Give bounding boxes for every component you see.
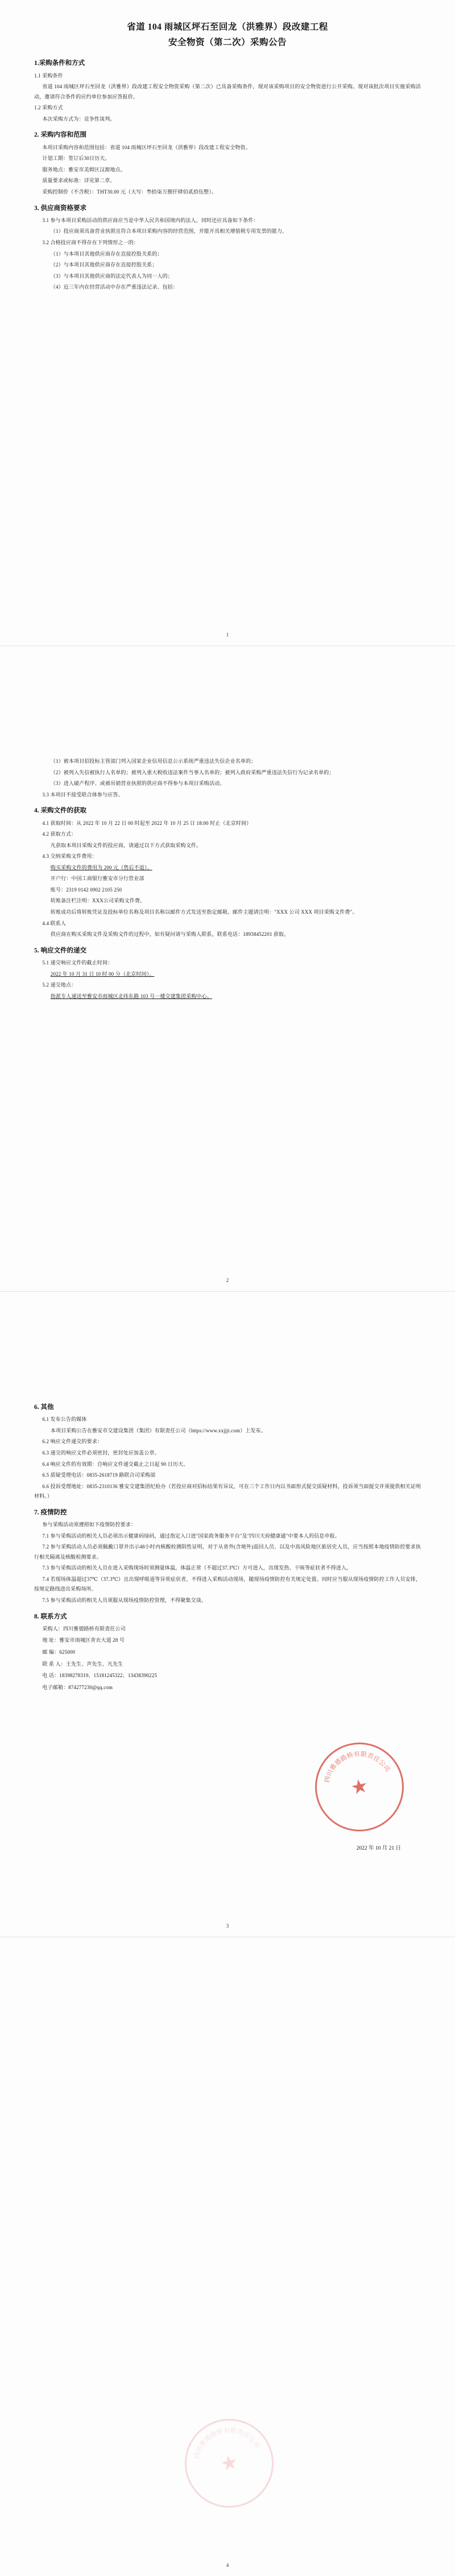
publication-website-text: 本项目采购公告在雅安市交建设集团（集团）有限责任公司（https://www.xxjjjt.com）上发布。	[50, 1427, 266, 1433]
section-3-para-4: （1）与本项目其他供应商存在直接控股关系的；	[50, 250, 163, 257]
title-line-2: 安全物资（第二次）采购公告	[168, 38, 287, 48]
section-7-para-1: 参与采购活动须遵照如下疫情防控要求：	[42, 1522, 136, 1528]
contact-phone-text: 供应商在购买采购文件及采购文件的过程中，如有疑问请与采购人联系，联系电话：18938452201 获取。	[50, 931, 289, 938]
company-seal-watermark	[176, 2410, 282, 2516]
section-7-para-2: 7.1 参与采购活动的相关人员必须出示健康码绿码，通过指定入口进"国家政务服务平台"及"四川天府健康通"中要本人的信息申报。	[42, 1533, 340, 1539]
section-4-para-8: 转账备注栏注明：XXX公司采购文件费。	[50, 898, 146, 904]
document-page-4	[0, 1937, 455, 2576]
contact-line-5: 电子邮箱：874277230@qq.com	[42, 1684, 113, 1690]
contact-line-4: 电 话：18398278319、15181245322、13438390225	[42, 1673, 157, 1679]
service-location-text: 服务地点：雅安市美姆区汉源地点。	[42, 166, 126, 172]
section-3-para-7: （4）近三年内在经营活动中存在严重违法记录、包括：	[50, 284, 179, 290]
document-page-2	[0, 646, 455, 1291]
section-2-para-4: 质量要求或标准：详见第二章。	[42, 178, 115, 184]
section-6-para-3: 6.2 响应文件递交的要求：	[42, 1439, 102, 1445]
submission-address-text: 指派专人递送至雅安市雨城区北纬东路 103 号一楼交建集团采购中心。	[50, 993, 212, 999]
contact-line-3: 联 系 人：王先生、声先生、凡先生	[42, 1661, 123, 1667]
company-seal	[307, 1734, 412, 1839]
section-2-para-2: 计划工期：签订后30日历天。	[42, 155, 110, 162]
section-4-para-11	[34, 930, 421, 940]
section-heading-3: 3. 供应商资格要求	[34, 204, 86, 212]
page-number-2: 2	[226, 1277, 229, 1283]
section-3-para-3: 3.2 合格投应商不得存在下列情形之一的：	[42, 239, 139, 245]
section-4-para-2: 4.2 获取方式：	[42, 831, 77, 837]
page-number-1: 1	[226, 632, 229, 638]
section-heading-7: 7. 疫情防控	[34, 1509, 67, 1516]
section-2-para-5: 采购控制价（不含税）：THT30.00 元（大写：叁拾柒万捌仟肆佰贰拾伍整）。	[42, 188, 217, 195]
section-heading-2: 2. 采购内容和范围	[34, 132, 86, 139]
section-6-para-4: 6.3 递交的响应文件必须密封，密封处应加盖公章。	[42, 1450, 160, 1456]
section-7-para-5: 7.4 若现场体温超过37℃（37.3℃）且出现呼吸道等异常症状者，不得进入采购活动现场，随现场疫情防控有关规定处置。同时应当服从现场疫情防控工作人员安排，按规定路线进出采购场所。	[34, 1576, 421, 1592]
section-heading-1: 1.采购条件和方式	[34, 60, 85, 67]
page-number-3: 3	[226, 1923, 229, 1929]
section-heading-6: 6. 其他	[34, 1404, 54, 1411]
section-3-para-6: （3）与本项目其他供应商的法定代表人为同一人的；	[50, 273, 173, 279]
section-6-para-5: 6.4 响应文件的有效期：自响应文件递交截止之日起 90 日历天。	[42, 1461, 189, 1467]
section-1-para-2: 本次采购方式为：竞争性谈判。	[42, 116, 115, 122]
section-4-para-5	[34, 863, 421, 873]
section-4-para-6: 开户行：中国工商银行雅安市分行营业部	[50, 876, 144, 882]
deadline-text: 2022 年 10 月 31 日 10 时 00 分（北京时间）。	[50, 971, 155, 977]
page-number-4: 4	[226, 2562, 229, 2568]
section-heading-5: 5. 响应文件的递交	[34, 947, 86, 954]
section-5-para-1: 5.1 递交响应文件的截止时间：	[42, 959, 113, 966]
section-2-para-3	[34, 165, 421, 175]
page-title	[34, 19, 421, 50]
section-3-para-2: （1）投应商须具备营业执照且符合本项目采购内容的经营范围，并能开具相关增值税专用发票的能力。	[50, 228, 288, 235]
section-3b-para-4: 3.3 本项目不接受联合体参与应答。	[42, 791, 123, 798]
section-6-para-1: 6.1 发布公告的媒体	[42, 1416, 87, 1423]
title-line-1: 省道 104 雨城区坪石至回龙（洪雅界）段改建工程	[127, 22, 328, 32]
section-6-para-6: 6.5 质疑受理电话：0835-2618719 路联合司采购部	[42, 1472, 156, 1478]
section-2-para-1: 本项目采购内容和范围包括：省道 104 雨城区坪石至回龙（洪雅界）段改建工程安全物资。	[42, 144, 251, 150]
seal-text: 四 川 雅 德 路 桥 有 限 责 任 公 司	[324, 1751, 391, 1783]
section-7-para-3: 7.2 参与采购活动人员必须佩戴口罩并出示48小时内核酸检测阴性证明，对于从省外(含境外)返回人员、以及中高风险地区旅居史人员，应当按照本地疫情防控要求执行相关隔离及核酸检测要求。	[34, 1544, 421, 1560]
contact-line-1: 地 址：雅安市雨城区青衣大道 28 号	[42, 1637, 125, 1644]
section-1-sub-2: 1.2 采购方式	[34, 105, 63, 111]
document-fee-text: 购买采购文件的费用为 200 元（售后不退）。	[50, 864, 152, 870]
section-4-para-9: 转账成功后将转账凭证及投标单位名称及项目名称以邮件方式发送至指定邮箱，邮件主题请注明："XXX 公司 XXX 项目采购文件费"。	[50, 909, 358, 915]
seal-watermark-text: 四 川 雅 德 路 桥 有 限 责 任 公 司	[193, 2427, 261, 2459]
section-3b-para-3: （3）进入破产程序、或被吊销营业执照的供应商不得参与本项目采购活动。	[50, 780, 225, 787]
section-5-para-3: 5.2 递交地点：	[42, 982, 77, 988]
section-heading-8: 8. 联系方式	[34, 1613, 67, 1620]
section-3b-para-1: （1）被本项目招投标主管部门列入国家企业信用信息公示系统严重违法失信企业名单的；	[50, 758, 257, 764]
contact-block	[34, 1624, 421, 1692]
section-3b-para-2: （2）被列入失信被执行人名单的；被列入重大税收违法案件当事人名单的；被列入政府采购严重违法失信行为记录名单的；	[50, 769, 334, 775]
contact-line-0: 采购人：四川雅德路桥有限责任公司	[42, 1625, 126, 1632]
section-heading-4: 4. 采购文件的获取	[34, 807, 86, 815]
seal-star-icon: ★	[349, 1774, 370, 1799]
section-3-para-1: 3.1 参与本项目采购活动的供应商应当是中华人民共和国境内的法人，同时还应具备如下条件：	[42, 217, 259, 223]
section-3-para-5: （2）与本项目其他供应商存在直接控股关系；	[50, 262, 158, 268]
section-5-para-2	[34, 969, 421, 980]
section-6-para-7: 6.6 投诉受理地址：0835-2310136 雅安交建集团纪检办（若投应商对招标结果有异议，可在三个工作日内以书面形式提交质疑材料，投诉须当面提交并须提供相关证明材料。）	[34, 1483, 421, 1499]
seal-watermark-star-icon: ★	[218, 2451, 240, 2476]
section-4-para-10: 4.4 联系人	[42, 920, 66, 926]
section-1-sub-1: 1.1 采购条件	[34, 72, 63, 79]
section-7-para-6: 7.5 参与采购活动的相关人员须服从现场疫情防控管理，不得聚集交谈。	[42, 1597, 206, 1603]
section-4-para-3: 凡获取本项目采购文件的投应商，请通过以下方式获取采购文件。	[50, 842, 202, 848]
seal-date: 2022 年 10 月 21 日	[356, 1846, 401, 1851]
section-5-para-4	[34, 992, 421, 1002]
section-1-para-1: 省道 104 雨城区坪石至回龙（洪雅界）段改建工程安全物资采购（第二次）已具备采购条件，现对该采购项目的安全物资进行公开采购。现对该批次项目实施采购活动，邀请符合条件的应约单位参加应答报价。	[34, 84, 421, 100]
document-page-3	[0, 1291, 455, 1937]
section-4-para-7: 账号：2319 0142 0902 2105 250	[50, 886, 122, 893]
section-7-para-4: 7.3 参与采购活动的相关人员在进入采购现场时须测量体温，体温正常（不超过37.3℃）方可进入，出现发热、干咳等症状者不得进入。	[42, 1565, 352, 1571]
section-6-para-2	[34, 1426, 421, 1436]
document-page-1	[0, 0, 455, 646]
contact-line-2: 邮 编：625000	[42, 1649, 76, 1655]
section-4-para-1: 4.1 获取时间：从 2022 年 10 月 22 日 00 时起至 2022 年 10 月 25 日 18:00 时止（北京时间）	[42, 820, 252, 826]
section-4-para-4: 4.3 交纳采购文件费用：	[42, 853, 97, 860]
